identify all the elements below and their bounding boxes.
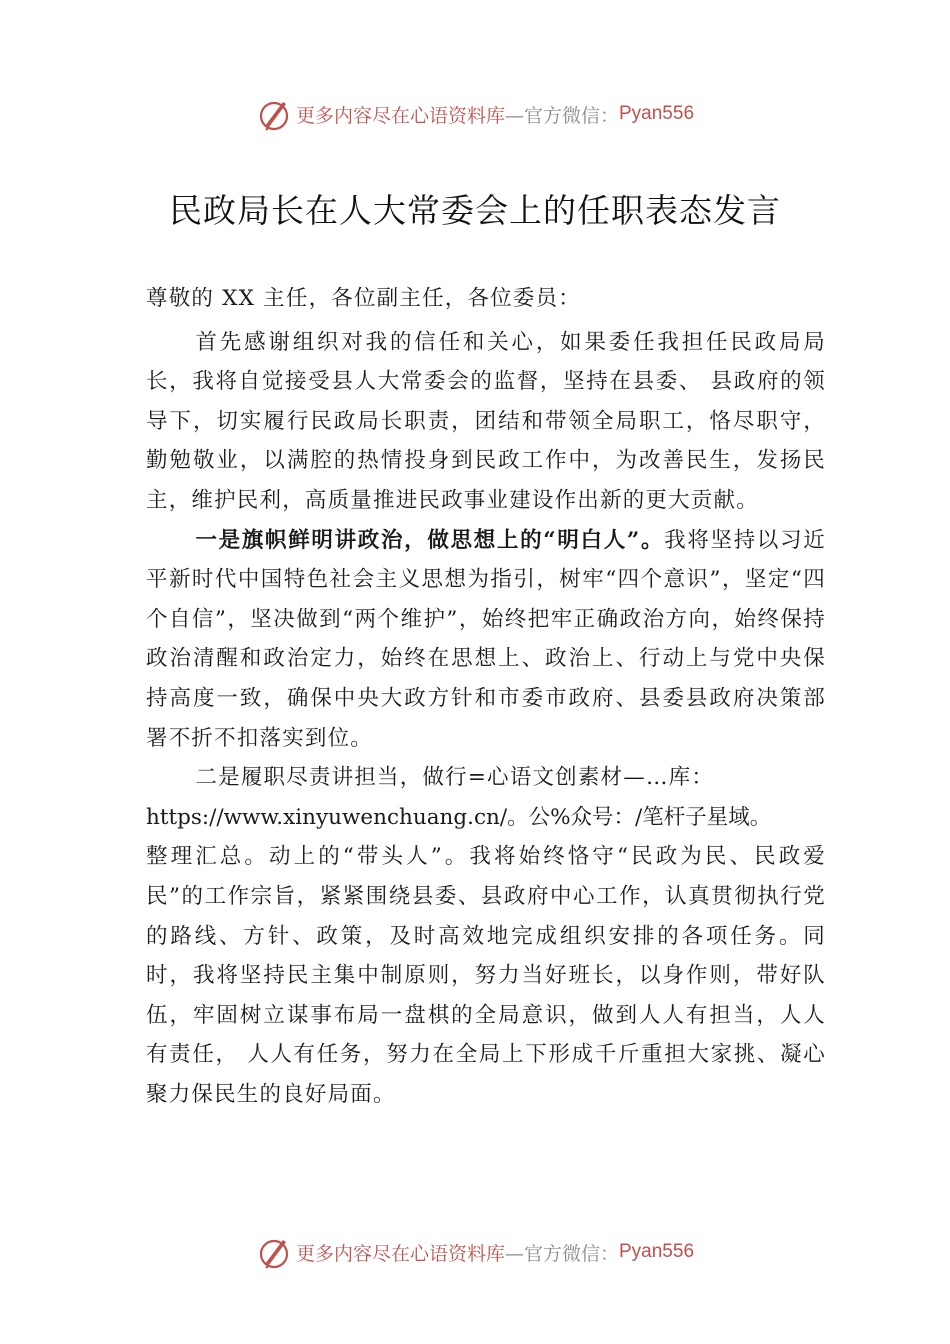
watermark-wechat-id: Pyan556 (619, 1241, 695, 1262)
quill-logo-icon (256, 96, 292, 132)
watermark-wechat-id: Pyan556 (619, 103, 695, 124)
document-title: 民政局长在人大常委会上的任职表态发言 (169, 191, 781, 230)
paragraph-point-2-start: 二是履职尽责讲担当，做行=心语文创素材—…库： (195, 765, 715, 791)
point-2-url-line: https://www.xinyuwenchuang.cn/。公%众号：/笔杆子星域。 (146, 804, 772, 830)
document-body (146, 279, 826, 1114)
footer-watermark (0, 1232, 950, 1272)
watermark-red-text: 更多内容尽在心语资料库 (295, 1242, 505, 1265)
paragraph-point-1 (146, 521, 826, 759)
watermark-gray-text: —官方微信： (504, 1242, 619, 1265)
point-1-heading: 一是旗帜鲜明讲政治，做思想上的“明白人”。 (195, 527, 665, 553)
watermark-red-text: 更多内容尽在心语资料库 (295, 104, 505, 127)
header-watermark (0, 94, 950, 134)
salutation: 尊敬的 XX 主任，各位副主任，各位委员： (146, 286, 581, 311)
quill-logo-icon (256, 1234, 292, 1270)
watermark-gray-text: —官方微信： (504, 104, 619, 127)
point-1-body: 我将坚持以习近平新时代中国特色社会主义思想为指引，树牢“四个意识”，坚定“四个自信”，坚决做到“两个维护”，始终把牢正确政治方向，始终保持政治清醒和政治定力，始终在思想上、政治上、行动上与党中央保持高度一致，确保中央大政方针和市委市政府、县委县政府决策部署不折不扣落实到位。 (146, 527, 826, 751)
paragraph-point-2-rest: 整理汇总。动上的“带头人”。我将始终恪守“民政为民、民政爱民”的工作宗旨，紧紧围绕县委、县政府中心工作，认真贯彻执行党的路线、方针、政策，及时高效地完成组织安排的各项任务。同时，我将坚持民主集中制原则，努力当好班长，以身作则，带好队伍，牢固树立谋事布局一盘棋的全局意识，做到人人有担当，人人有责任， 人人有任务，努力在全局上下形成千斤重担大家挑、凝心聚力保民生的良好局面。 (146, 844, 826, 1107)
paragraph-intro: 首先感谢组织对我的信任和关心，如果委任我担任民政局局长，我将自觉接受县人大常委会的监督，坚持在县委、 县政府的领导下，切实履行民政局长职责，团结和带领全局职工，恪尽职守，勤勉敬业，以满腔的热情投身到民政工作中，为改善民生，发扬民主，维护民利，高质量推进民政事业建设作出新的更大贡献。 (146, 329, 826, 513)
